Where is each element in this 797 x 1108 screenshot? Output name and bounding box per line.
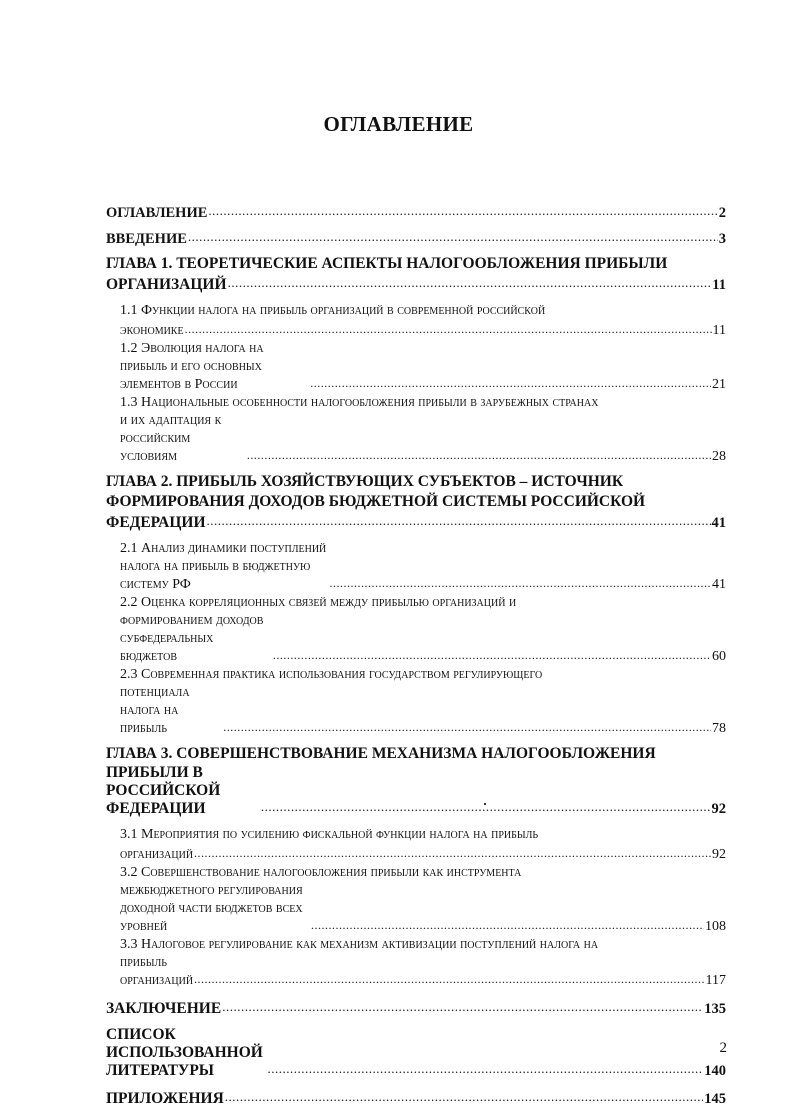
toc-page-number: 11 bbox=[712, 323, 726, 338]
chapter-title-line: ГЛАВА 3. СОВЕРШЕНСТВОВАНИЕ МЕХАНИЗМА НАЛОГООБЛОЖЕНИЯ bbox=[106, 745, 656, 762]
section-title-line: и их адаптация к российским условиям bbox=[120, 413, 222, 464]
toc-entry-label: СПИСОК ИСПОЛЬЗОВАННОЙ ЛИТЕРАТУРЫ bbox=[106, 1026, 263, 1079]
dot-leader bbox=[223, 718, 711, 736]
toc-chapter-3[interactable] bbox=[106, 744, 726, 818]
dot-leader bbox=[208, 202, 717, 220]
chapter-title-line: ОРГАНИЗАЦИЙ bbox=[106, 276, 227, 293]
toc-page-number: 21 bbox=[712, 377, 726, 392]
toc-page-number: 108 bbox=[705, 919, 726, 934]
section-title-line: организаций bbox=[120, 847, 194, 862]
toc-page-number: 41 bbox=[711, 515, 726, 531]
dot-leader bbox=[247, 446, 711, 464]
dot-leader bbox=[222, 998, 703, 1016]
section-title-line: 1.2 Эволюция налога на прибыль и его основных элементов в России bbox=[120, 341, 264, 392]
toc-chapter-1[interactable] bbox=[106, 254, 726, 294]
toc-page-number: 28 bbox=[712, 449, 726, 464]
section-title-line: 1.3 Национальные особенности налогообложения прибыли в зарубежных странах bbox=[120, 395, 599, 410]
dot-leader bbox=[267, 1060, 703, 1078]
chapter-1-sections bbox=[106, 302, 726, 466]
toc-entry-label: ОГЛАВЛЕНИЕ bbox=[106, 205, 208, 221]
section-title-line: 2.2 Оценка корреляционных связей между прибылью организаций и bbox=[120, 595, 517, 610]
chapter-title-line: ГЛАВА 2. ПРИБЫЛЬ ХОЗЯЙСТВУЮЩИХ СУБЪЕКТОВ – ИСТОЧНИК bbox=[106, 473, 624, 490]
chapter-title-line: ФОРМИРОВАНИЯ ДОХОДОВ БЮДЖЕТНОЙ СИСТЕМЫ РОССИЙСКОЙ bbox=[106, 493, 646, 510]
scan-speck bbox=[484, 803, 486, 805]
section-title-line: 3.1 Мероприятия по усилению фискальной функции налога на прибыль bbox=[120, 827, 539, 842]
dot-leader bbox=[330, 574, 711, 592]
toc-section-3-3[interactable] bbox=[106, 936, 726, 990]
dot-leader bbox=[261, 798, 711, 816]
toc-section-3-1[interactable] bbox=[106, 826, 726, 864]
chapter-title-line: ПРИБЫЛИ В РОССИЙСКОЙ ФЕДЕРАЦИИ bbox=[106, 764, 221, 817]
chapter-title-line: ФЕДЕРАЦИИ bbox=[106, 514, 206, 531]
toc-page-number: 92 bbox=[711, 801, 726, 817]
toc-page-number: 135 bbox=[704, 1001, 726, 1017]
toc-entry-spisok[interactable] bbox=[106, 1026, 726, 1080]
section-title-line: 1.1 Функции налога на прибыль организаций в современной российской bbox=[120, 303, 546, 318]
section-title-line: формированием доходов субфедеральных бюджетов bbox=[120, 613, 264, 664]
toc-page-number: 145 bbox=[704, 1091, 726, 1107]
toc-page-number: 60 bbox=[712, 649, 726, 664]
dot-leader bbox=[185, 320, 712, 338]
table-of-contents bbox=[106, 200, 726, 1108]
dot-leader bbox=[310, 374, 711, 392]
section-title-line: прибыль организаций bbox=[120, 955, 194, 988]
toc-entry-zaklyuchenie[interactable] bbox=[106, 998, 726, 1018]
toc-entry-prilozheniya[interactable] bbox=[106, 1088, 726, 1108]
page-number: 2 bbox=[719, 1040, 727, 1056]
dot-leader bbox=[228, 274, 712, 292]
dot-leader bbox=[194, 970, 704, 988]
section-title-line: 2.3 Современная практика использования государством регулирующего bbox=[120, 667, 543, 682]
toc-section-1-2[interactable] bbox=[106, 340, 726, 394]
toc-section-1-1[interactable] bbox=[106, 302, 726, 340]
toc-page-number: 92 bbox=[712, 847, 726, 862]
toc-page-number: 3 bbox=[718, 231, 726, 247]
section-title-line: межбюджетного регулирования доходной части бюджетов всех уровней bbox=[120, 883, 303, 934]
section-title-line: 3.3 Налоговое регулирование как механизм активизации поступлений налога на bbox=[120, 937, 599, 952]
toc-section-2-2[interactable] bbox=[106, 594, 726, 666]
chapter-title-last-line bbox=[106, 274, 726, 294]
chapter-title-last-line bbox=[106, 764, 726, 818]
section-title-line: потенциала налога на прибыль bbox=[120, 685, 190, 736]
dot-leader bbox=[194, 844, 711, 862]
toc-page-number: 11 bbox=[712, 277, 726, 293]
toc-page-number: 2 bbox=[718, 205, 726, 221]
toc-section-1-3[interactable] bbox=[106, 394, 726, 466]
toc-page-number: 140 bbox=[704, 1063, 726, 1079]
toc-section-3-2[interactable] bbox=[106, 864, 726, 936]
toc-entry-oglavlenie[interactable] bbox=[106, 202, 726, 222]
dot-leader bbox=[188, 228, 718, 246]
chapter-3-sections bbox=[106, 826, 726, 990]
dot-leader bbox=[273, 646, 711, 664]
toc-entry-vvedenie[interactable] bbox=[106, 228, 726, 248]
toc-entry-label: ЗАКЛЮЧЕНИЕ bbox=[106, 1000, 222, 1017]
chapter-title-line: ГЛАВА 1. ТЕОРЕТИЧЕСКИЕ АСПЕКТЫ НАЛОГООБЛОЖЕНИЯ ПРИБЫЛИ bbox=[106, 255, 668, 272]
section-title-line: 2.1 Анализ динамики поступлений налога на прибыль в бюджетную систему РФ bbox=[120, 541, 327, 592]
toc-page-number: 78 bbox=[712, 721, 726, 736]
toc-section-2-3[interactable] bbox=[106, 666, 726, 738]
toc-page-number: 41 bbox=[712, 577, 726, 592]
toc-entry-label: ПРИЛОЖЕНИЯ bbox=[106, 1090, 224, 1107]
section-title-line: экономике bbox=[120, 323, 184, 338]
dot-leader bbox=[311, 916, 704, 934]
toc-section-2-1[interactable] bbox=[106, 540, 726, 594]
page-title: ОГЛАВЛЕНИЕ bbox=[323, 112, 474, 136]
toc-page-number: 117 bbox=[705, 973, 726, 988]
dot-leader bbox=[225, 1088, 703, 1106]
toc-chapter-2[interactable] bbox=[106, 472, 726, 532]
chapter-2-sections bbox=[106, 540, 726, 738]
toc-entry-label: ВВЕДЕНИЕ bbox=[106, 231, 187, 247]
chapter-title-last-line bbox=[106, 512, 726, 532]
dot-leader bbox=[207, 512, 711, 530]
section-title-line: 3.2 Совершенствование налогообложения прибыли как инструмента bbox=[120, 865, 522, 880]
